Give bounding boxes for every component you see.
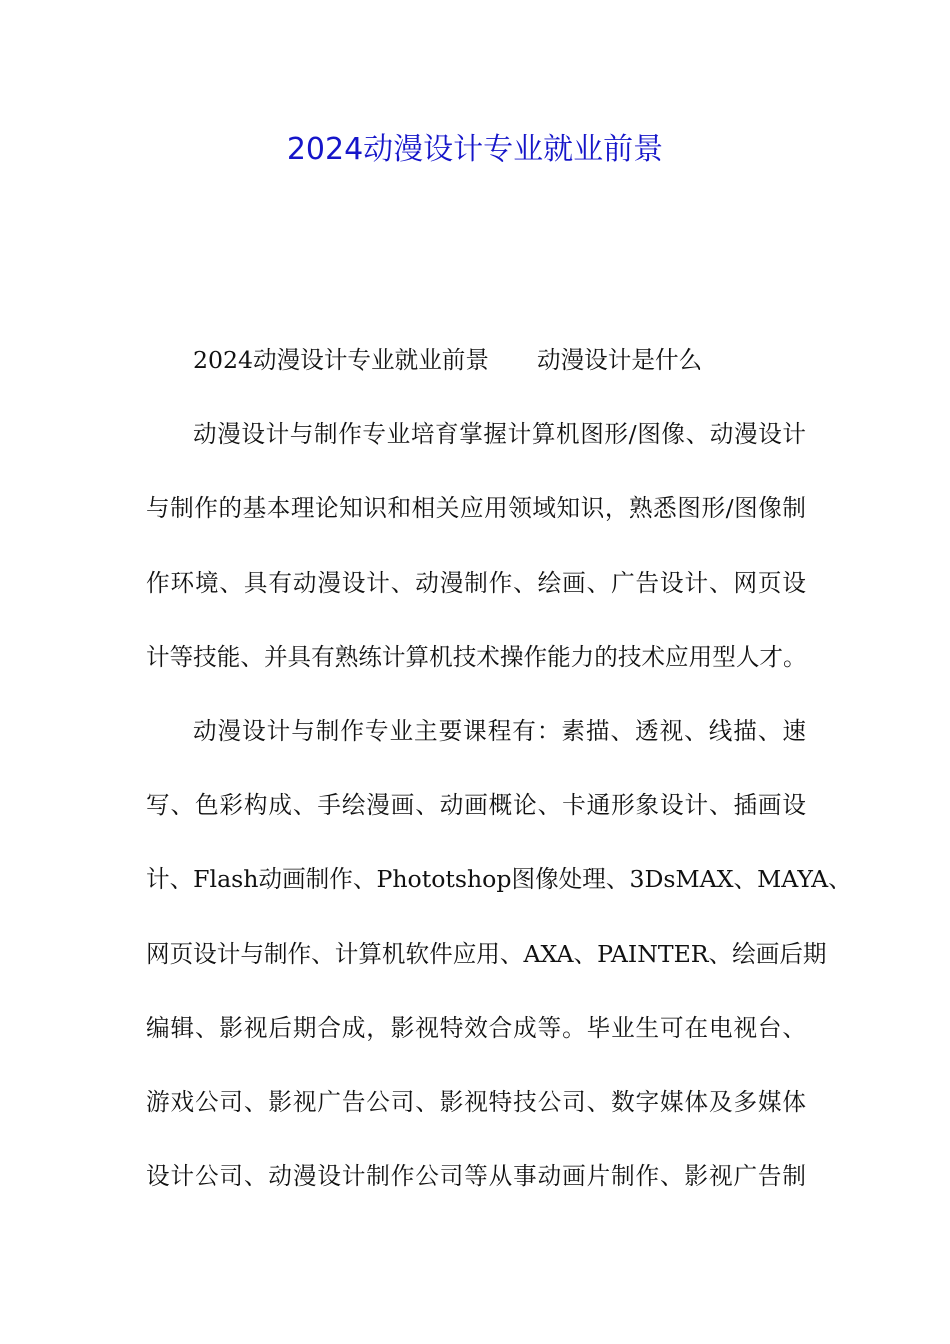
heading-line bbox=[146, 338, 806, 412]
paragraph-line bbox=[146, 1006, 806, 1080]
line-text: 作环境、具有动漫设计、动漫制作、绘画、广告设计、网页设 bbox=[146, 568, 806, 597]
heading-line-text bbox=[193, 338, 702, 382]
line-text: 写、色彩构成、手绘漫画、动画概论、卡通形象设计、插画设 bbox=[146, 791, 806, 820]
line-text: 与制作的基本理论知识和相关应用领域知识，熟悉图形/图像制 bbox=[146, 494, 806, 523]
paragraph-line bbox=[146, 783, 806, 857]
paragraph-line bbox=[146, 486, 806, 560]
line-text: 编辑、影视后期合成，影视特效合成等。毕业生可在电视台、 bbox=[146, 1013, 806, 1042]
paragraph-line bbox=[146, 412, 806, 486]
line-text: 计等技能、并具有熟练计算机技术操作能力的技术应用型人才。 bbox=[146, 642, 807, 671]
document-body bbox=[146, 338, 852, 1228]
paragraph-line bbox=[146, 1080, 806, 1154]
line-text: 动漫设计与制作专业主要课程有：素描、透视、线描、速 bbox=[193, 716, 806, 745]
heading-part-2: 动漫设计是什么 bbox=[536, 346, 703, 374]
line-text: 游戏公司、影视广告公司、影视特技公司、数字媒体及多媒体 bbox=[146, 1087, 806, 1116]
heading-part-1: 2024动漫设计专业就业前景 bbox=[193, 346, 489, 374]
line-text: 设计公司、动漫设计制作公司等从事动画片制作、影视广告制 bbox=[146, 1162, 806, 1191]
paragraph-line bbox=[146, 635, 806, 709]
line-text: 动漫设计与制作专业培育掌握计算机图形/图像、动漫设计 bbox=[193, 420, 806, 449]
paragraph-line bbox=[146, 1154, 806, 1228]
paragraph-line bbox=[146, 709, 806, 783]
paragraph-line bbox=[146, 561, 806, 635]
paragraph-line bbox=[146, 932, 827, 1006]
line-text: 网页设计与制作、计算机软件应用、AXA、PAINTER、绘画后期 bbox=[146, 939, 827, 968]
paragraph-line bbox=[146, 857, 852, 931]
document-title: 2024动漫设计专业就业前景 bbox=[286, 132, 664, 167]
line-text: 计、Flash动画制作、Phototshop图像处理、3DsMAX、MAYA、 bbox=[146, 865, 852, 894]
